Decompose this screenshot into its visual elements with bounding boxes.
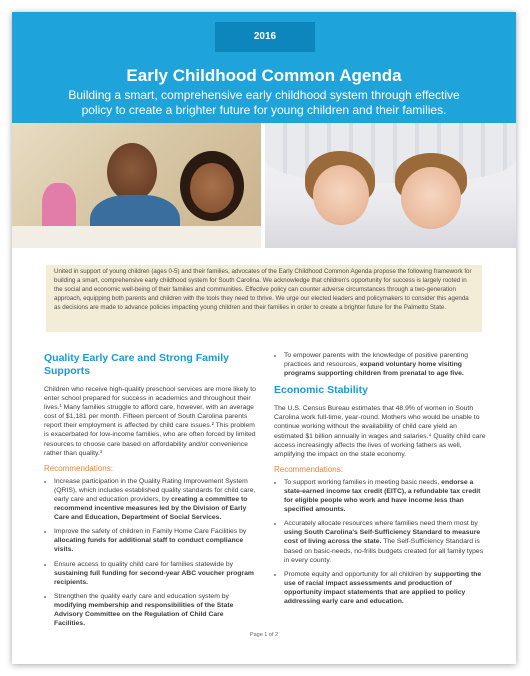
recommendations-list (44, 477, 256, 628)
recommendations-heading: Recommendations: (274, 464, 343, 474)
list-item: • Increase participation in the Quality Rating Improvement System (QRIS), which includes established quality standards for child care, early care and education providers, by creating a committee to recommend incentive measures led by the Division of Early Care and Education, Department of Social Services. (54, 477, 256, 522)
page-number: Page 1 of 2 (249, 632, 279, 638)
page (12, 12, 516, 664)
photo-father-daughter (12, 123, 261, 248)
list-item: • Promote equity and opportunity for all children by supporting the use of racial impact assessments and production of opportunity impact statements that are applied to policy addressing early care and education. (284, 570, 486, 606)
page-title: Early Childhood Common Agenda (126, 66, 402, 85)
section-heading: Quality Early Care and Strong Family Supports (44, 352, 229, 377)
recommendations-heading: Recommendations: (44, 463, 113, 473)
section-paragraph: Children who receive high-quality preschool services are more likely to enter school prepared for success in academics and throughout their lives.¹ Many families struggle to afford care, however, with an average cost of $1,181 per month. Fifteen percent of South Carolina parents report their employment is affected by child care issues.² This problem is exacerbated for low-income families, who are often forced by limited resources to choose care based on affordability and/or convenience rather than quality.³ (44, 386, 256, 457)
section-heading: Economic Stability (274, 384, 368, 397)
list-item: • Accurately allocate resources where families need them most by using South Carolina's Self-Sufficiency Standard to measure cost of living across the state. The Self-Sufficiency Standard is based on basic-needs, no-frills budgets created for all family types in every county. (284, 519, 486, 564)
list-item: • To empower parents with the knowledge of positive parenting practices and resources, expand voluntary home visiting programs supporting children from prenatal to age five. (284, 351, 486, 378)
list-item: • Strengthen the quality early care and education system by modifying membership and responsibilities of the State Advisory Committee on the Regulation of Child Care Facilities. (54, 592, 256, 628)
photo-blanket (265, 123, 516, 183)
section-paragraph: The U.S. Census Bureau estimates that 48.9% of women in South Carolina work full-time, year-round. Mothers who would be unable to continue working without the availability of child care yield an estimated $1 billion annually in wages and salaries.⁴ Quality child care access increasingly affects the lives of working fathers as well, amplifying the impact on the state economy. (274, 405, 486, 458)
recommendations-list (274, 351, 486, 378)
page-subtitle: Building a smart, comprehensive early childhood system through effective policy to create a brighter future for young children and their families. (68, 88, 460, 117)
photo-face (313, 165, 369, 225)
recommendations-list (274, 478, 486, 606)
photo-face (190, 163, 234, 213)
list-item: • To support working families in meeting basic needs, endorse a state-earned income tax credit (EITC), a refundable tax credit for eligible people who work and have income less than specified amounts. (284, 478, 486, 514)
right-column (274, 351, 486, 611)
left-column (44, 352, 256, 633)
photo-table (12, 226, 261, 248)
list-item: • Ensure access to quality child care for families statewide by sustaining full funding for second-year ABC voucher program recipients. (54, 560, 256, 587)
photo-face (401, 167, 461, 229)
list-item: • Improve the safety of children in Family Home Care Facilities by allocating funds for additional staff to conduct compliance visits. (54, 527, 256, 554)
year-tab: 2016 (215, 22, 315, 52)
photo-face (107, 143, 157, 201)
intro-box: United in support of young children (ages 0-5) and their families, advocates of the Early Childhood Common Agenda propose the following framework for building a smart, comprehensive early childhood system for South Carolina. We acknowledge that children's opportunity for success is largely rooted in the social and economic well-being of their families and communities. Effective policy can counter adverse circumstances through a two-generation approach, equipping both parents and children with the tools they need to thrive. We urge our elected leaders and policymakers to consider this agenda as decisions are made to advance policies impacting young children and their families in order to create a brighter future for the Palmetto State. (46, 265, 482, 332)
header-banner (12, 12, 516, 123)
photo-children-blanket (265, 123, 516, 248)
